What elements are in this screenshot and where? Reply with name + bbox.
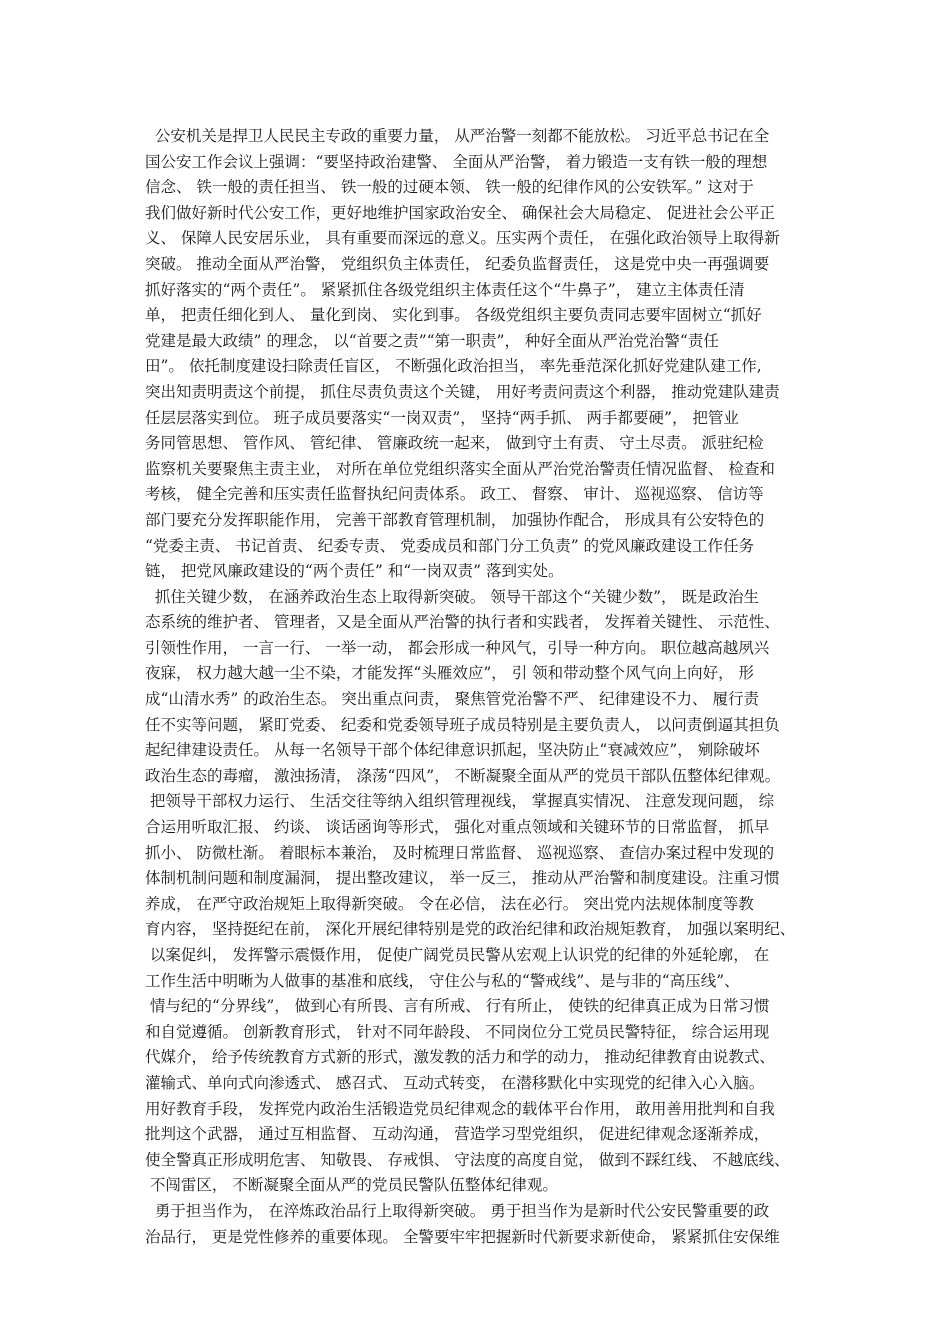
- text-line: 公安机关是捍卫人民民主专政的重要力量， 从严治警一刻都不能放松。 习近平总书记在全: [145, 127, 770, 145]
- body-text: [145, 124, 835, 1250]
- text-line: 突破。 推动全面从严治警， 党组织负主体责任， 纪委负监督责任， 这是党中央一再强调要: [145, 254, 770, 273]
- text-line: 任层层落实到位。 班子成员要落实“一岗双责”， 坚持“两手抓、 两手都要硬”， 把管业: [145, 408, 739, 427]
- text-line: 我们做好新时代公安工作，更好地维护国家政治安全、 确保社会大局稳定、 促进社会公平正: [145, 203, 775, 222]
- text-line: 信念、 铁一般的责任担当、 铁一般的过硬本领、 铁一般的纪律作风的公安铁军。” 这对于: [145, 178, 754, 197]
- text-line: 党建是最大政绩” 的理念， 以“首要之责”“第一职责”， 种好全面从严治党治警“责任: [145, 331, 719, 350]
- text-line: 部门要充分发挥职能作用， 完善干部教育管理机制， 加强协作配合， 形成具有公安特色的: [145, 510, 765, 529]
- text-line: 使全警真正形成明危害、 知敬畏、 存戒惧、 守法度的高度自觉， 做到不踩红线、 不越底线、: [145, 1150, 790, 1169]
- text-line: 夜寐， 权力越大越一尘不染，才能发挥“头雁效应”， 引 领和带动整个风气向上向好， 形: [145, 664, 755, 683]
- text-line: 情与纪的“分界线”， 做到心有所畏、言有所戒、 行有所止， 使铁的纪律真正成为日常习惯: [145, 997, 770, 1016]
- text-line: 批判这个武器， 通过互相监督、 互动沟通， 营造学习型党组织， 促进纪律观念逐渐养成，: [145, 1125, 770, 1144]
- text-line: 不闯雷区， 不断凝聚全面从严的党员民警队伍整体纪律观。: [145, 1176, 558, 1195]
- text-line: “党委主责、 书记首责、 纪委专责、 党委成员和部门分工负责” 的党风廉政建设工作任务: [145, 536, 755, 555]
- text-line: 务同管思想、 管作风、 管纪律、 管廉政统一起来， 做到守土有责、 守土尽责。 派驻纪检: [145, 434, 764, 453]
- text-line: 育内容， 坚持挺纪在前， 深化开展纪律特别是党的政治纪律和政治规矩教育， 加强以案明纪、: [145, 920, 796, 939]
- text-line: 和自觉遵循。 创新教育形式， 针对不同年龄段、 不同岗位分工党员民警特征， 综合运用现: [145, 1022, 770, 1041]
- text-line: 突出知责明责这个前提， 抓住尽责负责这个关键， 用好考责问责这个利器， 推动党建队建责: [145, 382, 780, 401]
- text-line: 起纪律建设责任。 从每一名领导干部个体纪律意识抓起，坚决防止“衰减效应”， 剜除破坏: [145, 741, 760, 760]
- text-line: 态系统的维护者、 管理者，又是全面从严治警的执行者和实践者， 发挥着关键性、 示范性、: [145, 613, 780, 632]
- text-line: 体制机制问题和制度漏洞， 提出整改建议， 举一反三， 推动从严治警和制度建设。注重习惯: [145, 869, 780, 888]
- text-line: 合运用听取汇报、 约谈、 谈话函询等形式， 强化对重点领域和关键环节的日常监督， 抓早: [145, 818, 770, 837]
- text-line: 把领导干部权力运行、 生活交往等纳入组织管理视线， 掌握真实情况、 注意发现问题， 综: [145, 792, 775, 811]
- text-line: 引领性作用， 一言一行、 一举一动， 都会形成一种风气，引导一种方向。 职位越高越夙兴: [145, 638, 770, 657]
- text-line: 以案促纠， 发挥警示震慑作用， 促使广阔党员民警从宏观上认识党的纪律的外延轮廓， 在: [145, 946, 770, 964]
- text-line: 抓好落实的“两个责任”。 紧紧抓住各级党组织主体责任这个“牛鼻子”， 建立主体责任清: [145, 280, 745, 299]
- text-line: 抓住关键少数， 在涵养政治生态上取得新突破。 领导干部这个“关键少数”， 既是政治生: [145, 587, 759, 606]
- text-line: 田”。 依托制度建设扫除责任盲区， 不断强化政治担当， 率先垂范深化抓好党建队建工作,: [145, 357, 762, 376]
- text-line: 政治生态的毒瘤， 激浊扬清， 涤荡“四风”， 不断凝聚全面从严的党员干部队伍整体纪律观。: [145, 766, 781, 785]
- text-line: 工作生活中明晰为人做事的基准和底线， 守住公与私的“警戒线”、是与非的“高压线”、: [145, 971, 740, 990]
- text-line: 单， 把责任细化到人、 量化到岗、 实化到事。 各级党组织主要负责同志要牢固树立“抓好: [145, 306, 762, 325]
- text-line: 治品行， 更是党性修养的重要体现。 全警要牢牢把握新时代新要求新使命， 紧紧抓住安保维: [145, 1227, 780, 1246]
- text-line: 代媒介， 给予传统教育方式新的形式，激发教的活力和学的动力， 推动纪律教育由说教式、: [145, 1048, 775, 1067]
- text-line: 勇于担当作为， 在淬炼政治品行上取得新突破。 勇于担当作为是新时代公安民警重要的政: [145, 1201, 770, 1220]
- text-line: 考核， 健全完善和压实责任监督执纪问责体系。 政工、 督察、 审计、 巡视巡察、 信访等: [145, 485, 764, 504]
- text-line: 成“山清水秀” 的政治生态。 突出重点问责， 聚焦管党治警不严、 纪律建设不力、 履行责: [145, 690, 759, 709]
- text-line: 用好教育手段， 发挥党内政治生活锻造党员纪律观念的载体平台作用， 敢用善用批判和自我: [145, 1099, 775, 1118]
- text-line: 义、 保障人民安居乐业， 具有重要而深远的意义。压实两个责任， 在强化政治领导上取得新: [145, 229, 780, 248]
- text-line: 灌输式、单向式向渗透式、 感召式、 互动式转变， 在潜移默化中实现党的纪律入心入脑。: [145, 1073, 765, 1092]
- text-line: 养成， 在严守政治规矩上取得新突破。 令在必信， 法在必行。 突出党内法规体制度等教: [145, 894, 754, 913]
- text-line: 链， 把党风廉政建设的“两个责任” 和“一岗双责” 落到实处。: [145, 562, 564, 581]
- text-line: 任不实等问题， 紧盯党委、 纪委和党委领导班子成员特别是主要负责人， 以问责倒逼其担负: [145, 715, 780, 734]
- text-line: 监察机关要聚焦主责主业， 对所在单位党组织落实全面从严治党治警责任情况监督、 检查和: [145, 459, 775, 478]
- text-line: 国公安工作会议上强调：“要坚持政治建警、 全面从严治警， 着力锻造一支有铁一般的理想: [145, 152, 768, 171]
- text-line: 抓小、 防微杜渐。 着眼标本兼治， 及时梳理日常监督、 巡视巡察、 查信办案过程中发现的: [145, 843, 775, 862]
